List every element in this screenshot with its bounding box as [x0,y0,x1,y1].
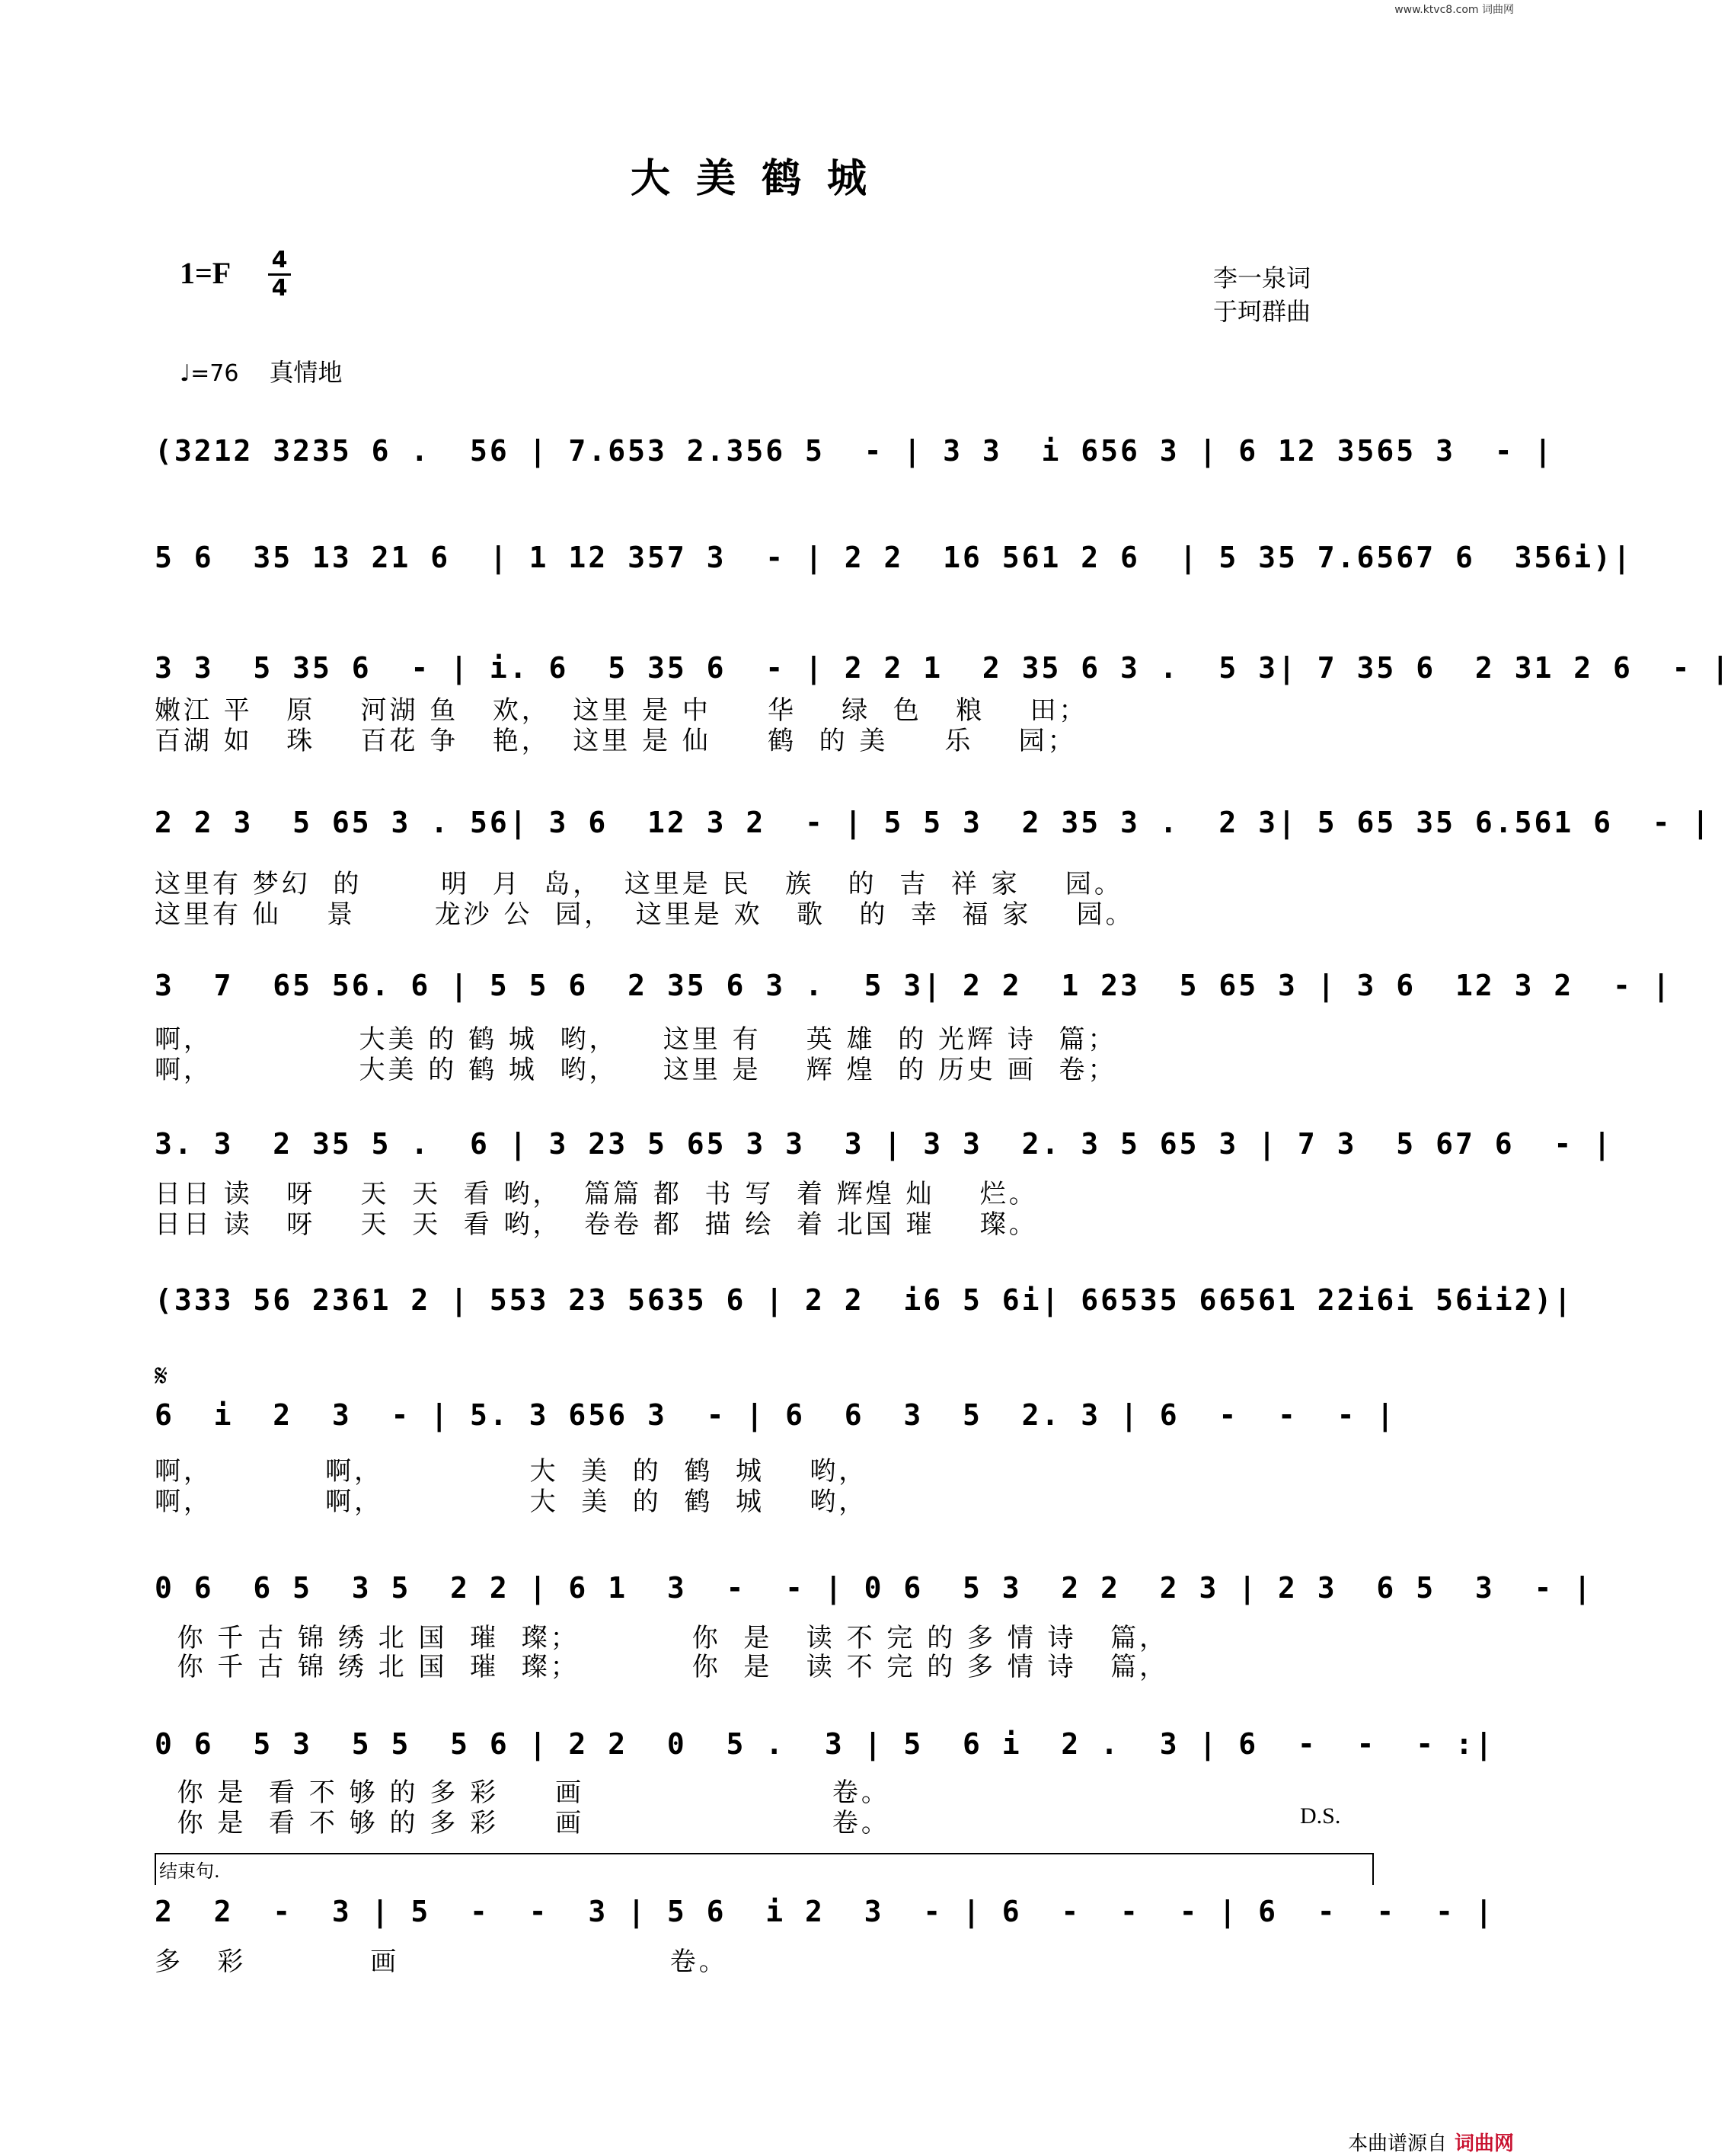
score-row-7 [0,1283,1574,1375]
score-row-5 [0,969,1672,1085]
score-row-8 [0,1398,1523,1517]
lyric-verse-1: 多 彩 画 卷。 [155,1947,728,1977]
site-watermark: www.ktvc8.com 词曲网 [1394,4,1514,16]
notation-line: (3212 3235 6 . 56 | 7.653 2.356 5 - | 3 3 i 656 3 | 6 12 3565 3 - | [155,434,1554,468]
score-row-2 [0,541,1633,632]
notation-line: 0 6 6 5 3 5 2 2 | 6 1 3 - - | 0 6 5 3 2 2 2 3 | 2 3 6 5 3 - | [155,1571,1594,1605]
meter-bottom: 4 [271,275,288,302]
notation-line: 2 2 - 3 | 5 - - 3 | 5 6 i 2 3 - | 6 - - - | 6 - - - | [155,1895,1495,1928]
lyric-verse-2: 你 千 古 锦 绣 北 国 璀 璨； 你 是 读 不 完 的 多 情 诗 篇， [155,1652,1169,1682]
composer: 于珂群曲 [1213,297,1311,326]
lyric-verse-1: 啊， 啊， 大 美 的 鹤 城 哟， [155,1456,868,1487]
source-text: 本曲谱源自 [1348,2132,1448,2155]
lyric-verse-2: 你 是 看 不 够 的 多 彩 画 卷。 [155,1808,890,1838]
lyric-verse-1: 嫩江 平 原 河湖 鱼 欢， 这里 是 中 华 绿 色 粮 田； [155,695,1088,726]
lyric-verse-1: 啊， 大美 的 鹤 城 哟， 这里 有 英 雄 的 光辉 诗 篇； [155,1024,1117,1055]
lyric-verse-2: 百湖 如 珠 百花 争 艳， 这里 是 仙 鹤 的 美 乐 园； [155,726,1077,756]
ds-marking: D.S. [1300,1803,1341,1829]
meter-top: 4 [271,247,288,273]
lyric-verse-2: 啊， 啊， 大 美 的 鹤 城 哟， [155,1487,868,1517]
song-title: 大美鹤城 [630,155,893,202]
lyric-verse-1: 这里有 梦幻 的 明 月 岛， 这里是 民 族 的 吉 祥 家 园。 [155,869,1123,899]
notation-line: 3. 3 2 35 5 . 6 | 3 23 5 65 3 3 3 | 3 3 2. 3 5 65 3 | 7 3 5 67 6 - | [155,1127,1613,1161]
notation-line: 3 7 65 56. 6 | 5 5 6 2 35 6 3 . 5 3| 2 2 1 23 5 65 3 | 3 6 12 3 2 - | [155,969,1672,1002]
score-row-1 [0,434,1554,525]
lyricist: 李一泉词 [1213,264,1311,292]
score-row-3 [0,651,1731,756]
ending-label: 结束句. [159,1861,220,1882]
notation-line: 3 3 5 35 6 - | i. 6 5 35 6 - | 2 2 1 2 35 6 3 . 5 3| 7 35 6 2 31 2 6 - | [155,651,1731,685]
lyric-verse-1: 日日 读 呀 天 天 看 哟， 篇篇 都 书 写 着 辉煌 灿 烂。 [155,1179,1038,1209]
lyric-verse-2: 日日 读 呀 天 天 看 哟， 卷卷 都 描 绘 着 北国 璀 璨。 [155,1209,1038,1240]
notation-line: 0 6 5 3 5 5 5 6 | 2 2 0 5 . 3 | 5 6 i 2 . 3 | 6 - - - :| [155,1727,1495,1761]
key-signature: 1=F [180,256,232,290]
score-row-6 [0,1127,1613,1240]
score-row-10 [0,1727,1523,1838]
source-brand: 词曲网 [1455,2132,1515,2155]
score-row-4 [0,806,1712,930]
notation-line: 2 2 3 5 65 3 . 56| 3 6 12 3 2 - | 5 5 3 2 35 3 . 2 3| 5 65 35 6.561 6 - | [155,806,1712,839]
expression: 真情地 [269,358,343,387]
lyric-verse-1: 你 千 古 锦 绣 北 国 璀 璨； 你 是 读 不 完 的 多 情 诗 篇， [155,1623,1169,1653]
score-row-11 [0,1895,1523,1986]
lyric-verse-2: 这里有 仙 景 龙沙 公 园， 这里是 欢 歌 的 幸 福 家 园。 [155,899,1135,930]
notation-line: 6 i 2 3 - | 5. 3 656 3 - | 6 6 3 5 2. 3 | 6 - - - | [155,1398,1397,1432]
ending-bracket [155,1853,1374,1885]
score-row-9 [0,1571,1594,1682]
time-signature [268,248,291,301]
tempo-marking [180,353,342,388]
lyric-verse-1: 你 是 看 不 够 的 多 彩 画 卷。 [155,1778,890,1808]
notation-line: (333 56 2361 2 | 553 23 5635 6 | 2 2 i6 5 6i| 66535 66561 22i6i 56ii2)| [155,1283,1574,1317]
tempo-value: ♩=76 [180,360,239,387]
lyric-verse-2: 啊， 大美 的 鹤 城 哟， 这里 是 辉 煌 的 历史 画 卷； [155,1055,1117,1085]
notation-line: 5 6 35 13 21 6 | 1 12 357 3 - | 2 2 16 561 2 6 | 5 35 7.6567 6 356i)| [155,541,1633,574]
source-credit [1348,2128,1514,2156]
segno-symbol: 𝄋 [155,1359,168,1394]
